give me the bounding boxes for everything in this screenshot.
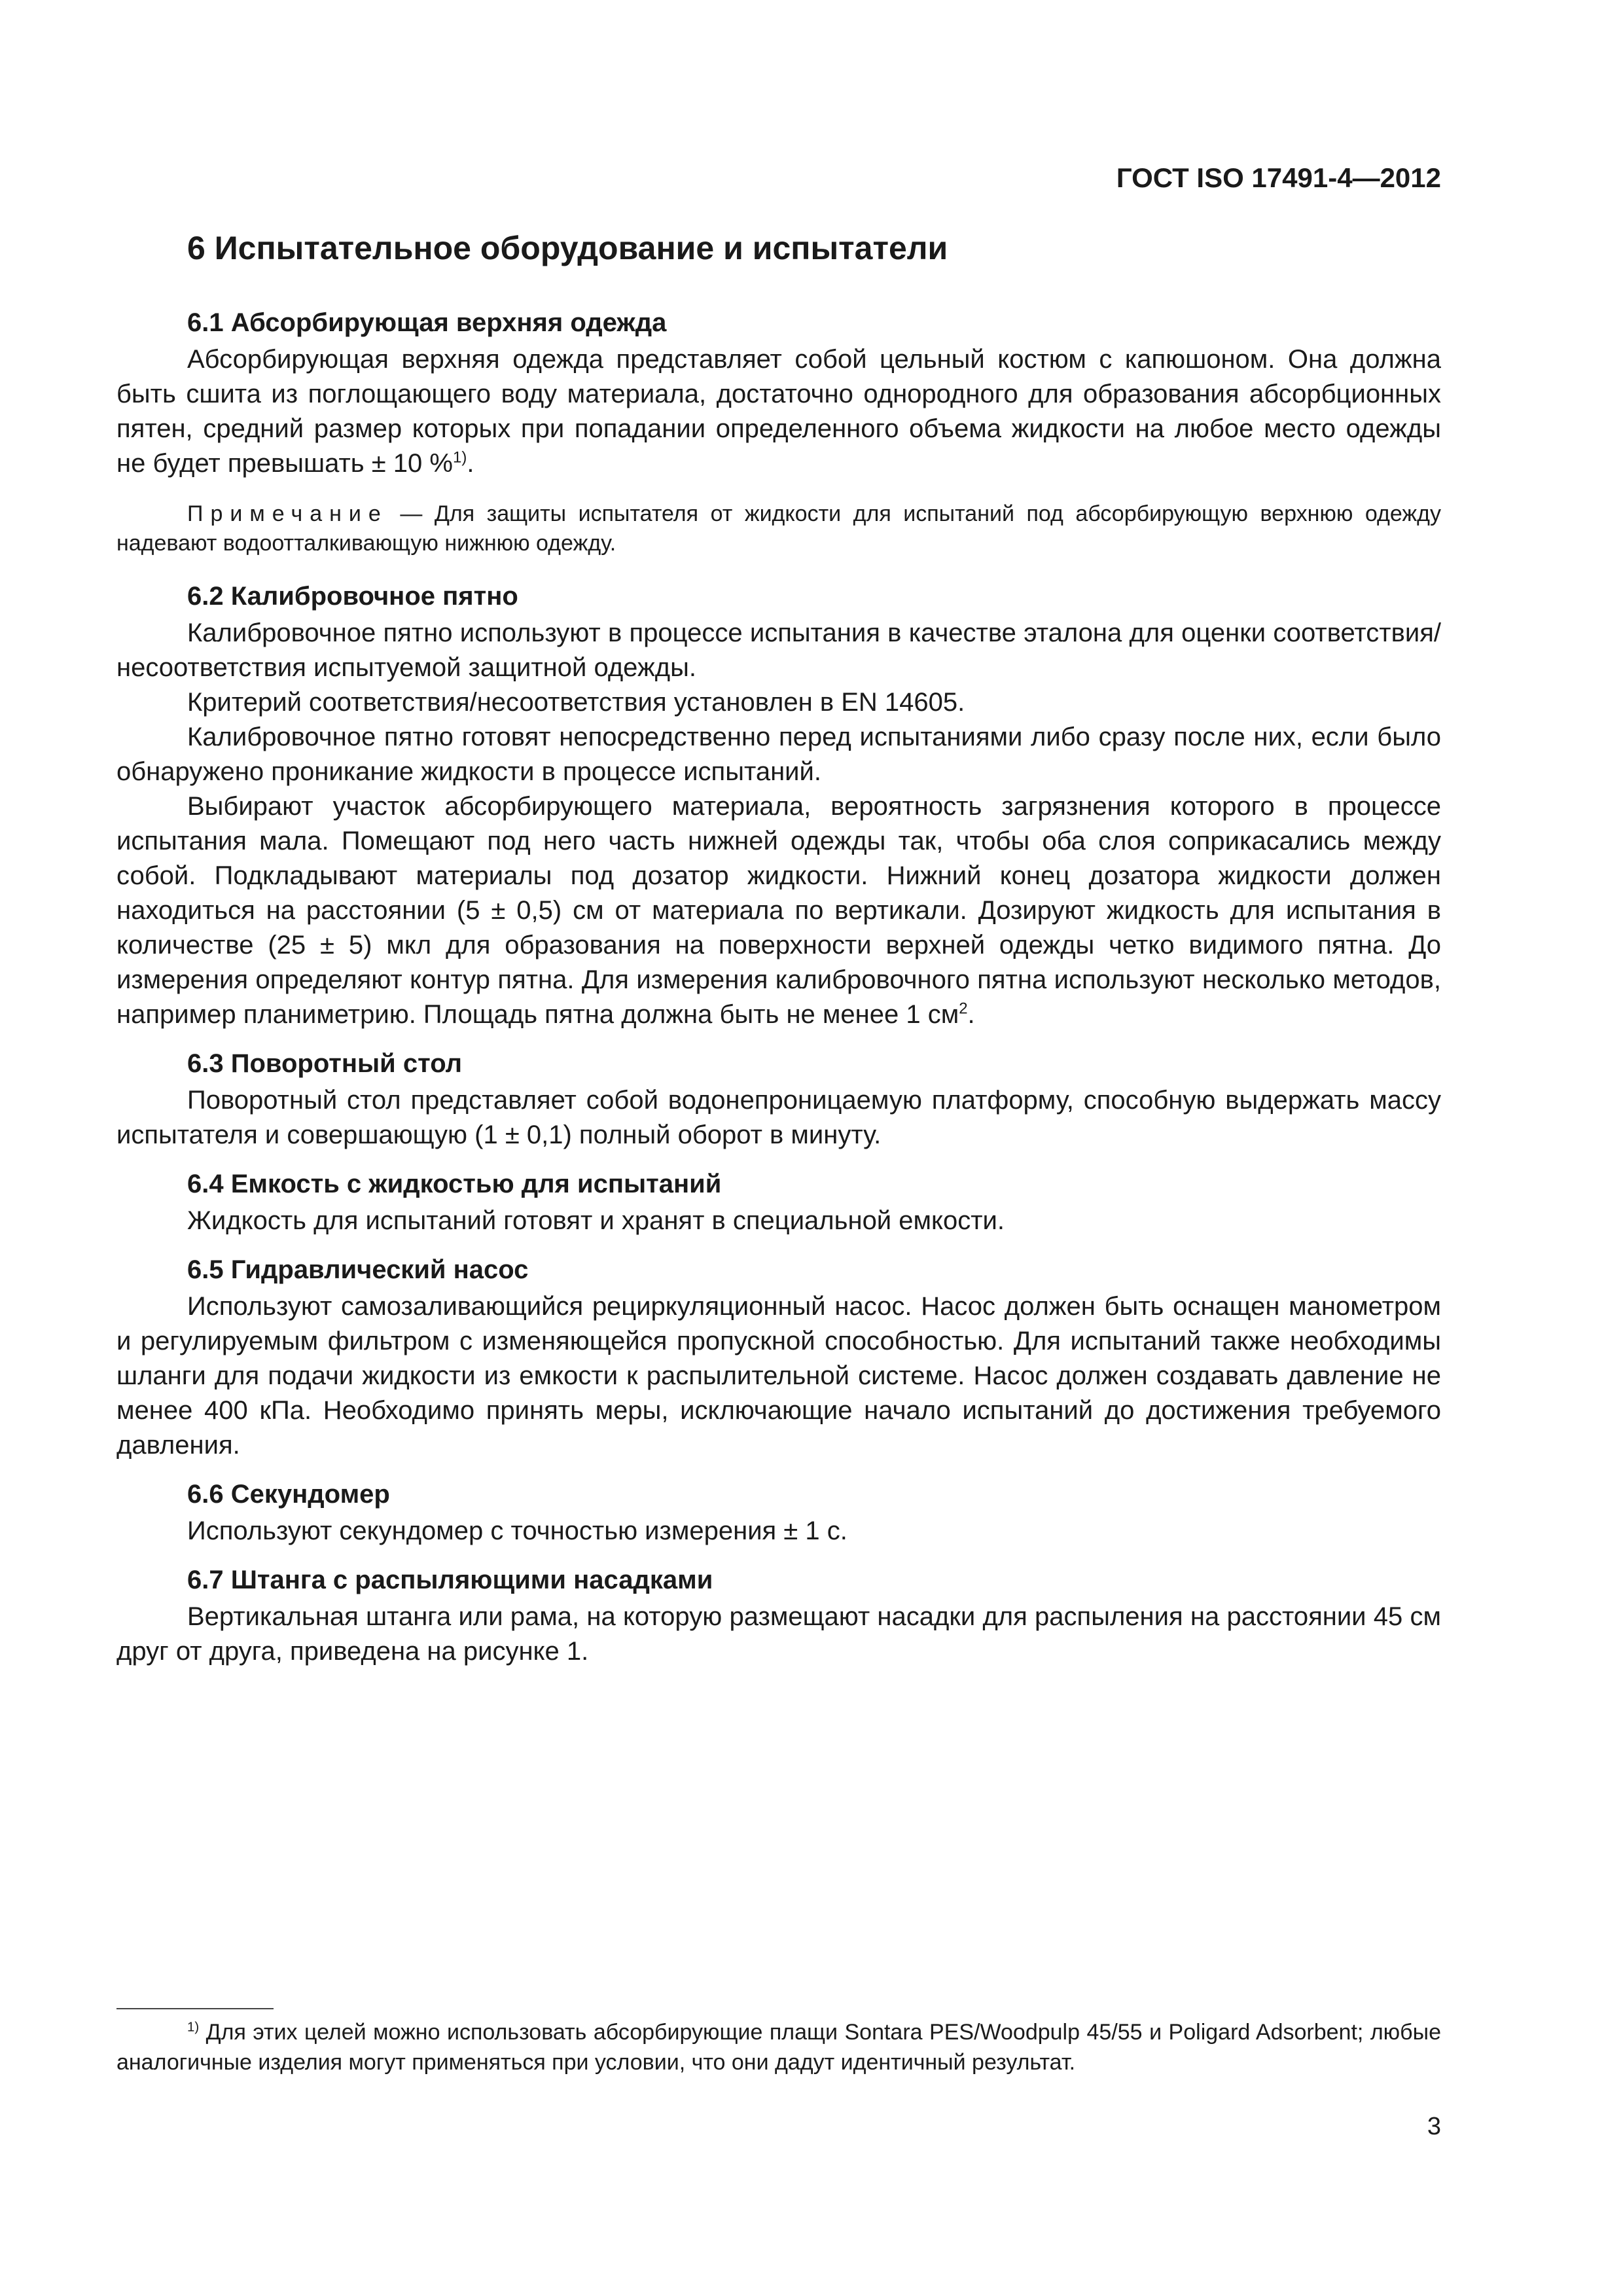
footnote xyxy=(116,2017,1441,2077)
paragraph-text: Выбирают участок абсорбирующего материала, вероятность загрязнения которого в процессе испытания мала. Помещают под него часть нижней одежды так, чтобы оба слоя соприкасались между собой. Подкладывают материалы под дозатор жидкости. Нижний конец дозатора жидкости должен находиться на расстоянии (5 ± 0,5) см от материала по вертикали. Дозируют жидкость для испытания в количестве (25 ± 5) мкл для образования на поверхности верхней одежды четко видимого пятна. До измерения определяют контур пятна. Для измерения калибровочного пятна используют несколько методов, например планиметрию. Площадь пятна должна быть не менее 1 см xyxy=(116,792,1441,1029)
footnote-divider xyxy=(116,2008,274,2009)
footnote-reference: 1) xyxy=(452,448,467,467)
subsection-6-4 xyxy=(116,1164,1441,1238)
paragraph: Критерий соответствия/несоответствия установлен в EN 14605. xyxy=(187,688,965,717)
subsection-heading: 6.5 Гидравлический насос xyxy=(187,1255,529,1284)
paragraph: Калибровочное пятно готовят непосредственно перед испытаниями либо сразу после них, если было обнаружено проникание жидкости в процессе испытаний. xyxy=(116,723,1441,786)
paragraph-text: Абсорбирующая верхняя одежда представляет собой цельный костюм с капюшоном. Она должна быть сшита из поглощающего воду материала, достаточно однородного для образования абсорбционных пятен, средний размер которых при попадании определенного объема жидкости на любое место одежды не будет превышать ± 10 % xyxy=(116,345,1441,478)
paragraph xyxy=(116,789,1441,1032)
subsection-heading: 6.6 Секундомер xyxy=(187,1480,390,1509)
page-number: 3 xyxy=(1427,2113,1441,2140)
paragraph: Жидкость для испытаний готовят и хранят в специальной емкости. xyxy=(187,1206,1005,1235)
paragraph xyxy=(116,342,1441,481)
subsection-6-1 xyxy=(116,303,1441,558)
paragraph: Используют самозаливающийся рециркуляционный насос. Насос должен быть оснащен манометром и регулируемым фильтром с изменяющейся пропускной способностью. Для испытаний также необходимы шланги для подачи жидкости из емкости к распылительной системе. Насос должен создавать давление не менее 400 кПа. Необходимо принять меры, исключающие начало испытаний до достижения требуемого давления. xyxy=(116,1292,1441,1460)
paragraph: Вертикальная штанга или рама, на которую размещают насадки для распыления на расстоянии 45 см друг от друга, приведена на рисунке 1. xyxy=(116,1602,1441,1666)
subsection-6-6 xyxy=(116,1475,1441,1549)
paragraph-end: . xyxy=(467,449,474,478)
note-text: — Для защиты испытателя от жидкости для испытаний под абсорбирующую верхнюю одежду надевают водоотталкивающую нижнюю одежду. xyxy=(116,501,1442,556)
subsection-heading: 6.3 Поворотный стол xyxy=(187,1049,463,1078)
subsection-6-7 xyxy=(116,1560,1441,1669)
note-label: Примечание xyxy=(187,501,388,526)
document-id: ГОСТ ISO 17491-4—2012 xyxy=(1116,162,1441,193)
note xyxy=(116,499,1441,558)
paragraph: Калибровочное пятно используют в процессе испытания в качестве эталона для оценки соответствия/несоответствия испытуемой защитной одежды. xyxy=(116,619,1441,682)
paragraph-end: . xyxy=(967,1000,975,1029)
page-body xyxy=(116,229,1441,1681)
superscript: 2 xyxy=(959,999,968,1018)
subsection-heading: 6.4 Емкость с жидкостью для испытаний xyxy=(187,1170,722,1198)
section-title: 6 Испытательное оборудование и испытатели xyxy=(187,230,948,266)
subsection-6-5 xyxy=(116,1250,1441,1463)
subsection-heading: 6.1 Абсорбирующая верхняя одежда xyxy=(187,308,667,337)
footnote-text: Для этих целей можно использовать абсорбирующие плащи Sontara PES/Woodpulp 45/55 и Poligard Adsorbent; любые аналогичные изделия могут применяться при условии, что они дадут идентичный результат. xyxy=(116,2020,1441,2075)
paragraph: Используют секундомер с точностью измерения ± 1 с. xyxy=(187,1516,847,1545)
paragraph: Поворотный стол представляет собой водонепроницаемую платформу, способную выдержать массу испытателя и совершающую (1 ± 0,1) полный оборот в минуту. xyxy=(116,1086,1441,1149)
subsection-heading: 6.7 Штанга с распыляющими насадками xyxy=(187,1566,713,1594)
subsection-heading: 6.2 Калибровочное пятно xyxy=(187,582,518,611)
footnote-marker: 1) xyxy=(187,2020,200,2035)
subsection-6-3 xyxy=(116,1044,1441,1153)
subsection-6-2 xyxy=(116,577,1441,1032)
